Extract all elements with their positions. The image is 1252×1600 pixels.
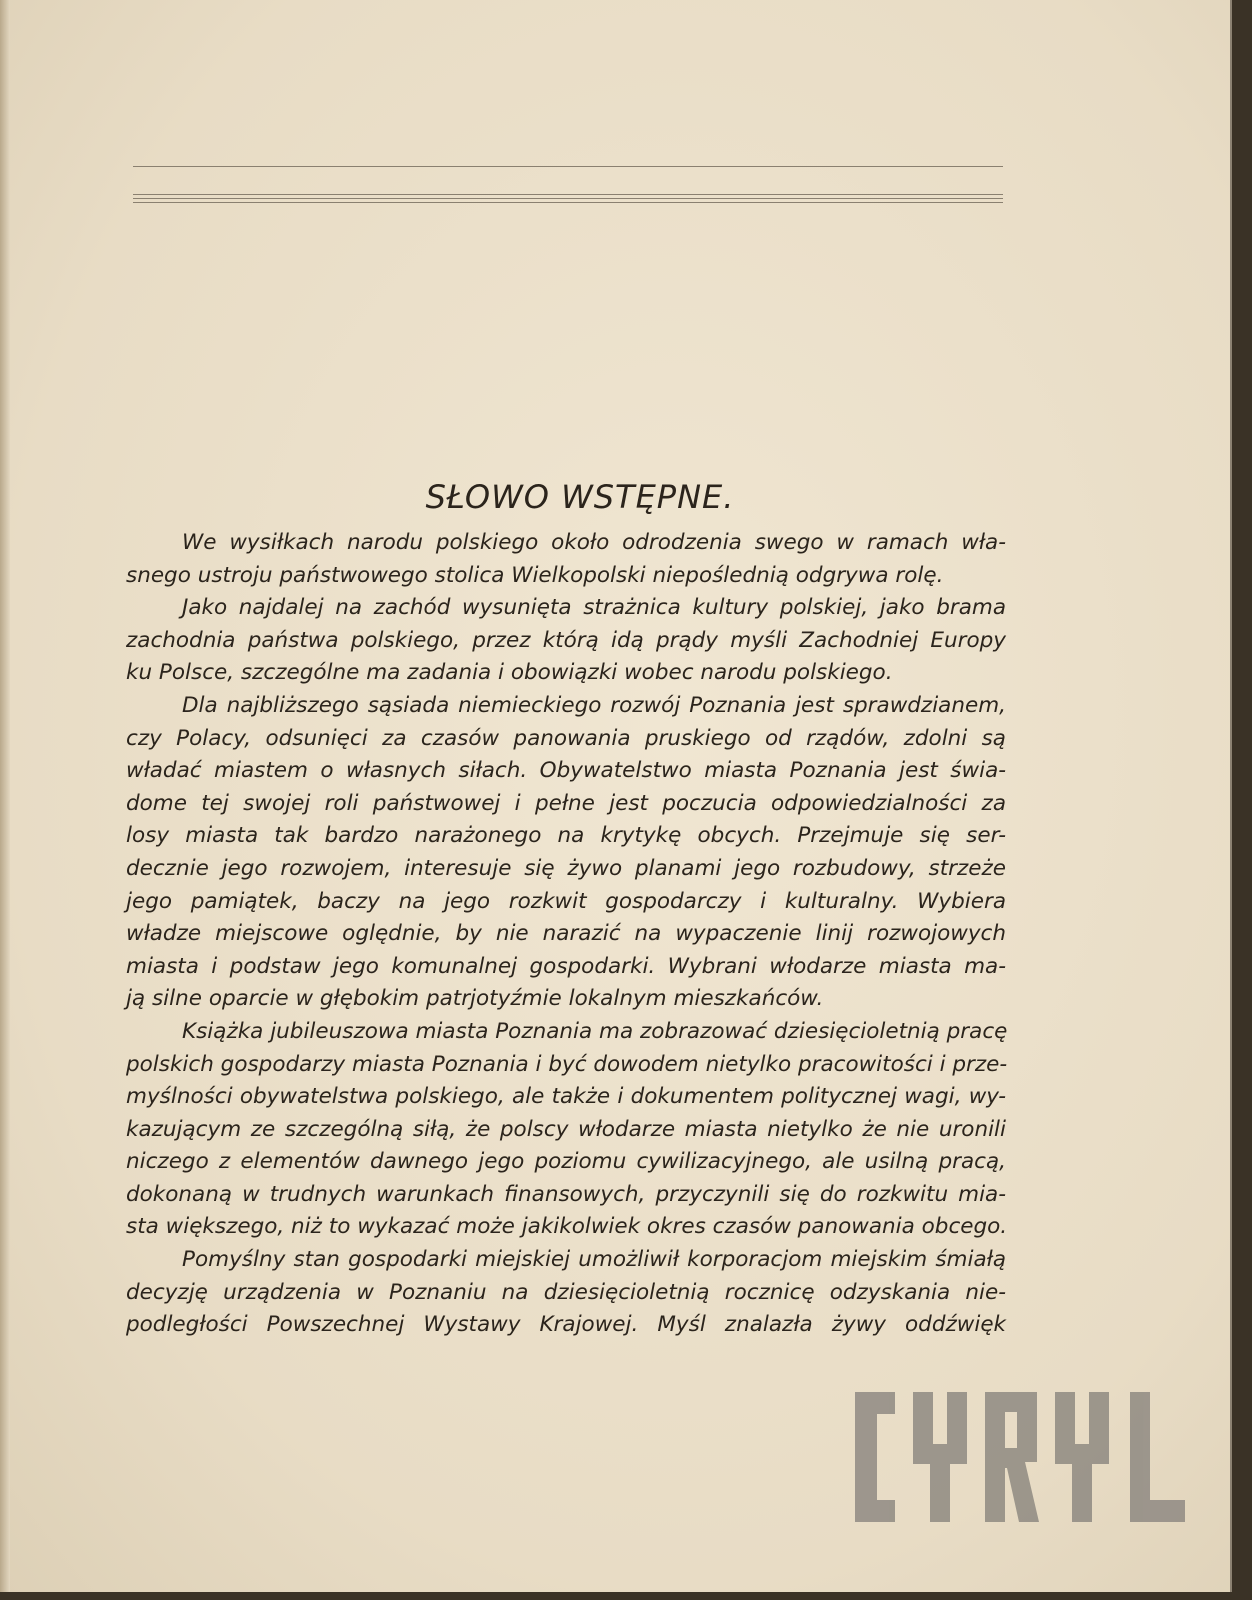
top-rule <box>133 166 1003 167</box>
header-rules <box>133 160 1003 210</box>
text-line: We wysiłkach narodu polskiego około odrodzenia swego w ramach wła- <box>182 530 1006 555</box>
text-line: Dla najbliższego sąsiada niemieckiego rozwój Poznania jest sprawdzianem, <box>182 692 1006 718</box>
text-line: decznie jego rozwojem, interesuje się żywo planami jego rozbudowy, strzeże <box>126 855 1006 881</box>
text-line: Pomyślny stan gospodarki miejskiej umożliwił korporacjom miejskim śmiałą <box>182 1247 1006 1273</box>
text-line: władać miastem o własnych siłach. Obywatelstwo miasta Poznania jest świa- <box>126 758 1006 784</box>
triple-rule-3 <box>133 202 1003 203</box>
triple-rule-1 <box>133 194 1003 195</box>
text-line: sta większego, niż to wykazać może jakikolwiek okres czasów panowania obcego. <box>126 1214 1008 1240</box>
text-line: czy Polacy, odsunięci za czasów panowania pruskiego od rządów, zdolni są <box>126 725 1006 751</box>
text-line: niczego z elementów dawnego jego poziomu cywilizacyjnego, ale usilną pracą, <box>126 1149 1006 1175</box>
text-line: kazującym ze szczególną siłą, że polscy włodarze miasta nietylko że nie uronili <box>126 1116 1006 1142</box>
text-line: ją silne oparcie w głębokim patrjotyźmie lokalnym mieszkańców. <box>126 986 824 1012</box>
body-text <box>126 527 1006 1342</box>
text-line: dome tej swojej roli państwowej i pełne jest poczucia odpowiedzialności za <box>126 790 1006 816</box>
text-line: władze miejscowe oględnie, by nie narazić na wypaczenie linij rozwojowych <box>126 921 1006 947</box>
text-line: myślności obywatelstwa polskiego, ale także i dokumentem politycznej wagi, wy- <box>126 1084 1006 1110</box>
text-line: zachodnia państwa polskiego, przez którą idą prądy myśli Zachodniej Europy <box>126 627 1006 653</box>
text-line: losy miasta tak bardzo narażonego na krytykę obcych. Przejmuje się ser- <box>126 823 1006 849</box>
text-line: decyzję urządzenia w Poznaniu na dziesięcioletnią rocznicę odzyskania nie- <box>126 1279 1006 1305</box>
text-line: Książka jubileuszowa miasta Poznania ma zobrazować dziesięcioletnią pracę <box>182 1018 1008 1044</box>
section-title: SŁOWO WSTĘPNE. <box>425 478 735 516</box>
cyryl-watermark-logo <box>855 1382 1195 1532</box>
page-spine <box>0 0 10 1592</box>
triple-rule-2 <box>133 198 1003 199</box>
text-line: polskich gospodarzy miasta Poznania i być dowodem nietylko pracowitości i prze- <box>126 1051 1008 1077</box>
text-line: snego ustroju państwowego stolica Wielkopolski niepoślednią odgrywa rolę. <box>126 562 944 588</box>
text-line: dokonaną w trudnych warunkach finansowych, przyczynili się do rozkwitu mia- <box>126 1181 1006 1207</box>
text-line: ku Polsce, szczególne ma zadania i obowiązki wobec narodu polskiego. <box>126 660 893 686</box>
text-line: jego pamiątek, baczy na jego rozkwit gospodarczy i kulturalny. Wybiera <box>126 888 1006 914</box>
text-line: Jako najdalej na zachód wysunięta strażnica kultury polskiej, jako brama <box>182 595 1006 621</box>
text-line: miasta i podstaw jego komunalnej gospodarki. Wybrani włodarze miasta ma- <box>126 953 1006 979</box>
text-line: podległości Powszechnej Wystawy Krajowej. Myśl znalazła żywy oddźwięk <box>126 1312 1006 1338</box>
